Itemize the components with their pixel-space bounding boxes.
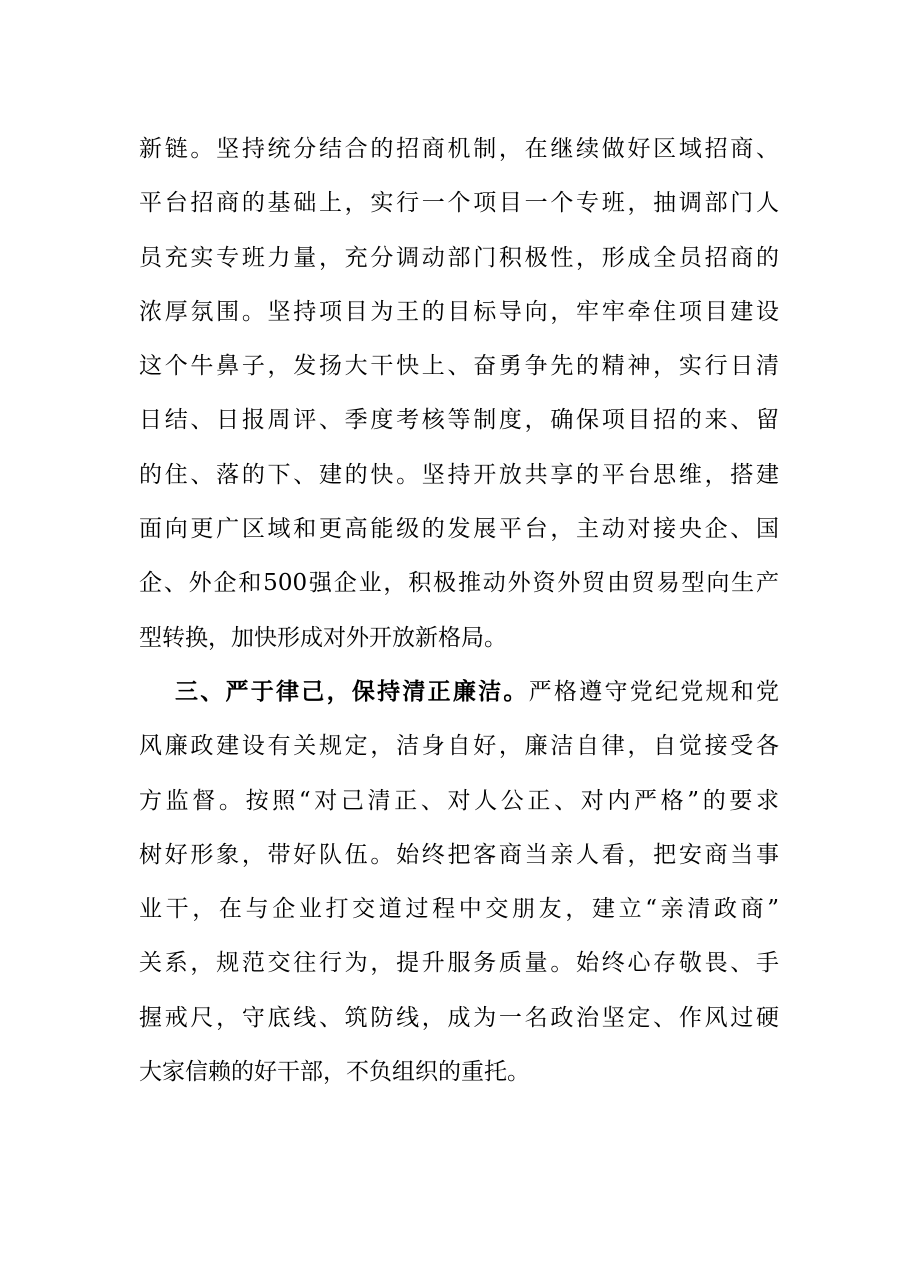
paragraph-line: 方监督。按照“对己清正、对人公正、对内严格”的要求 xyxy=(139,787,779,814)
paragraph-line: 员充实专班力量，充分调动部门积极性，形成全员招商的 xyxy=(139,244,779,271)
paragraph-line: 企、外企和500强企业，积极推动外资外贸由贸易型向生产 xyxy=(139,570,779,597)
section-3-first-line xyxy=(139,665,779,719)
paragraph-line: 风廉政建设有关规定，洁身自好，廉洁自律，自觉接受各 xyxy=(139,733,779,760)
paragraph-line: 这个牛鼻子，发扬大干快上、奋勇争先的精神，实行日清 xyxy=(139,353,779,380)
paragraph-line: 关系，规范交往行为，提升服务质量。始终心存敬畏、手 xyxy=(139,950,779,977)
paragraph-line: 业干，在与企业打交道过程中交朋友，建立“亲清政商” xyxy=(139,896,779,923)
section-3-heading: 三、严于律己，保持清正廉洁。 xyxy=(175,678,529,705)
paragraph-line: 面向更广区域和更高能级的发展平台，主动对接央企、国 xyxy=(139,516,779,543)
paragraph-line: 树好形象，带好队伍。始终把客商当亲人看，把安商当事 xyxy=(139,841,779,868)
paragraph-line: 新链。坚持统分结合的招商机制，在继续做好区域招商、 xyxy=(139,136,779,162)
paragraph-line: 日结、日报周评、季度考核等制度，确保项目招的来、留 xyxy=(139,407,779,434)
paragraph-line: 型转换，加快形成对外开放新格局。 xyxy=(139,624,507,651)
section-3-first-line-text: 严格遵守党纪党规和党 xyxy=(528,678,780,705)
paragraph-line: 平台招商的基础上，实行一个项目一个专班，抽调部门人 xyxy=(139,190,779,217)
paragraph-line: 浓厚氛围。坚持项目为王的目标导向，牢牢牵住项目建设 xyxy=(139,298,779,325)
body-text xyxy=(139,122,779,1099)
paragraph-line: 的住、落的下、建的快。坚持开放共享的平台思维，搭建 xyxy=(139,461,779,488)
paragraph-line: 握戒尺，守底线、筑防线，成为一名政治坚定、作风过硬 xyxy=(139,1004,779,1031)
paragraph-line: 大家信赖的好干部，不负组织的重托。 xyxy=(139,1059,530,1086)
